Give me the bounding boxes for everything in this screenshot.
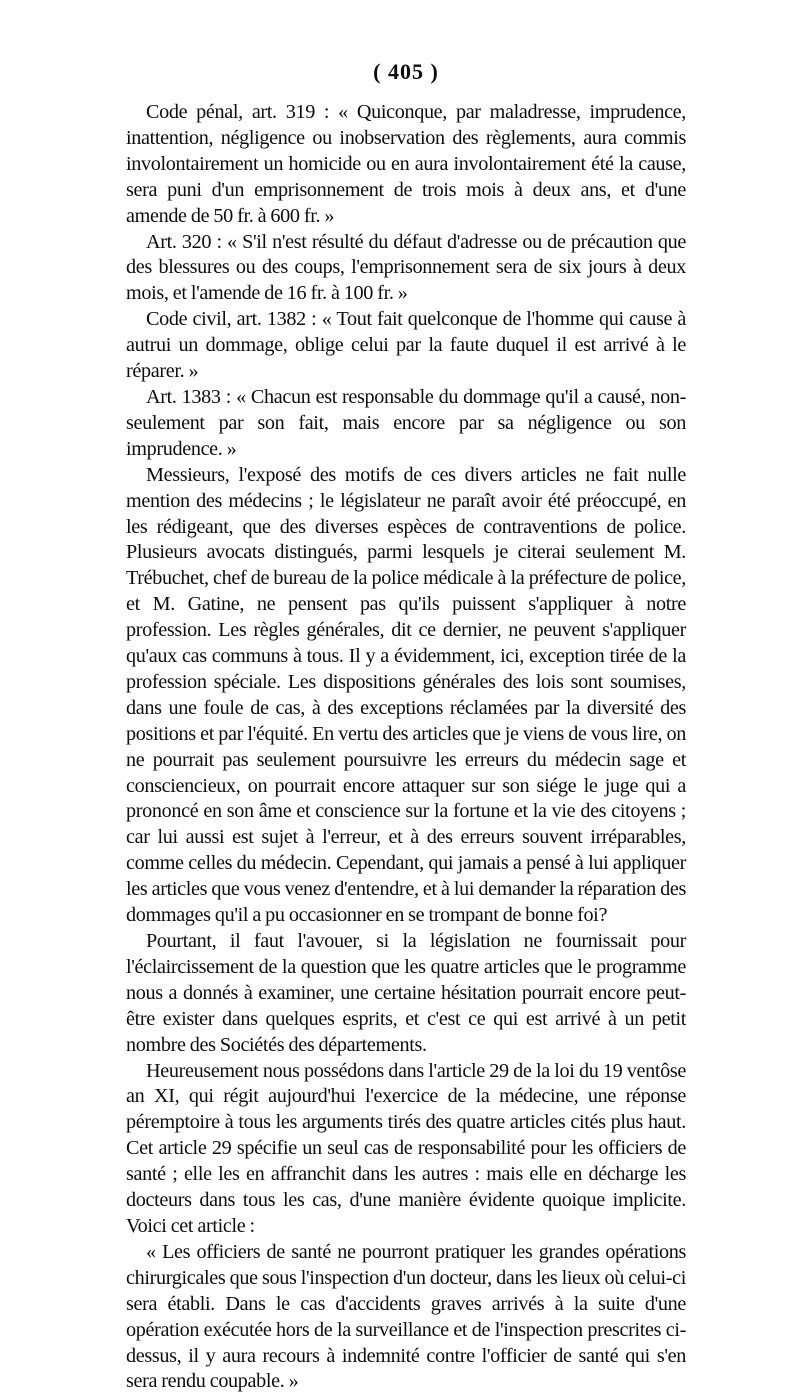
- paragraph-code-civil-1382: Code civil, art. 1382 : « Tout fait quelconque de l'homme qui cause à autrui un dommage, oblige celui par la faute duquel il est arrivé à le réparer. »: [126, 308, 686, 383]
- paragraph-code-penal-319: Code pénal, art. 319 : « Quiconque, par maladresse, imprudence, inattention, négligence ou inobservation des règlements, aura commis involontairement un homicide ou en aura involontairement été la cause, sera puni d'un emprisonnement de trois mois à deux ans, et d'une amende de 50 fr. à 600 fr. »: [126, 101, 686, 227]
- document-page: [126, 58, 686, 1395]
- paragraph-art-1383: Art. 1383 : « Chacun est responsable du dommage qu'il a causé, non-seulement par son fait, mais encore par sa négligence ou son imprudence. »: [126, 385, 686, 460]
- paragraph-art-320: Art. 320 : « S'il n'est résulté du défaut d'adresse ou de précaution que des blessures ou des coups, l'emprisonnement sera de six jours à deux mois, et l'amende de 16 fr. à 100 fr. »: [126, 230, 686, 305]
- paragraph-messieurs: Messieurs, l'exposé des motifs de ces divers articles ne fait nulle mention des médecins ; le législateur ne paraît avoir été préoccupé, en les rédigeant, que des diverses espèces de contraventions de police. Plusieurs avocats distingués, parmi lesquels je citerai seulement M. Trébuchet, chef de bureau de la police médicale à la préfecture de police, et M. Gatine, ne pensent pas qu'ils puissent s'appliquer à notre profession. Les règles générales, dit ce dernier, ne peuvent s'appliquer qu'aux cas communs à tous. Il y a évidemment, ici, exception tirée de la profession spéciale. Les dispositions générales des lois sont soumises, dans une foule de cas, à des exceptions réclamées par la diversité des positions et par l'équité. En vertu des articles que je viens de vous lire, on ne pourrait pas seulement poursuivre les erreurs du médecin sage et consciencieux, on pourrait encore attaquer sur son siége le juge qui a prononcé en son âme et conscience sur la fortune et la vie des citoyens ; car lui aussi est sujet à l'erreur, et à des erreurs souvent irréparables, comme celles du médecin. Cependant, qui jamais a pensé à lui appliquer les articles que vous venez d'entendre, et à lui demander la réparation des dommages qu'il a pu occasionner en se trompant de bonne foi?: [126, 463, 686, 927]
- page-number: ( 405 ): [373, 59, 439, 84]
- paragraph-article-29-quote: « Les officiers de santé ne pourront pratiquer les grandes opérations chirurgicales que sous l'inspection d'un docteur, dans les lieux où celui-ci sera établi. Dans le cas d'accidents graves arrivés à la suite d'une opération exécutée hors de la surveillance et de l'inspection prescrites ci-dessus, il y aura recours à indemnité contre l'officier de santé qui s'en sera rendu coupable. »: [126, 1240, 686, 1393]
- paragraph-pourtant: Pourtant, il faut l'avouer, si la législation ne fournissait pour l'éclaircissement de la question que les quatre articles que le programme nous a donnés à examiner, une certaine hésitation pourrait encore peut-être exister dans quelques esprits, et c'est ce qui est arrivé à un petit nombre des Sociétés des départements.: [126, 930, 686, 1056]
- paragraph-heureusement: Heureusement nous possédons dans l'article 29 de la loi du 19 ventôse an XI, qui régit aujourd'hui l'exercice de la médecine, une réponse péremptoire à tous les arguments tirés des quatre articles cités plus haut. Cet article 29 spécifie un seul cas de responsabilité pour les officiers de santé ; elle les en affranchit dans les autres : mais elle en décharge les docteurs dans tous les cas, d'une manière évidente quoique implicite. Voici cet article :: [126, 1059, 686, 1237]
